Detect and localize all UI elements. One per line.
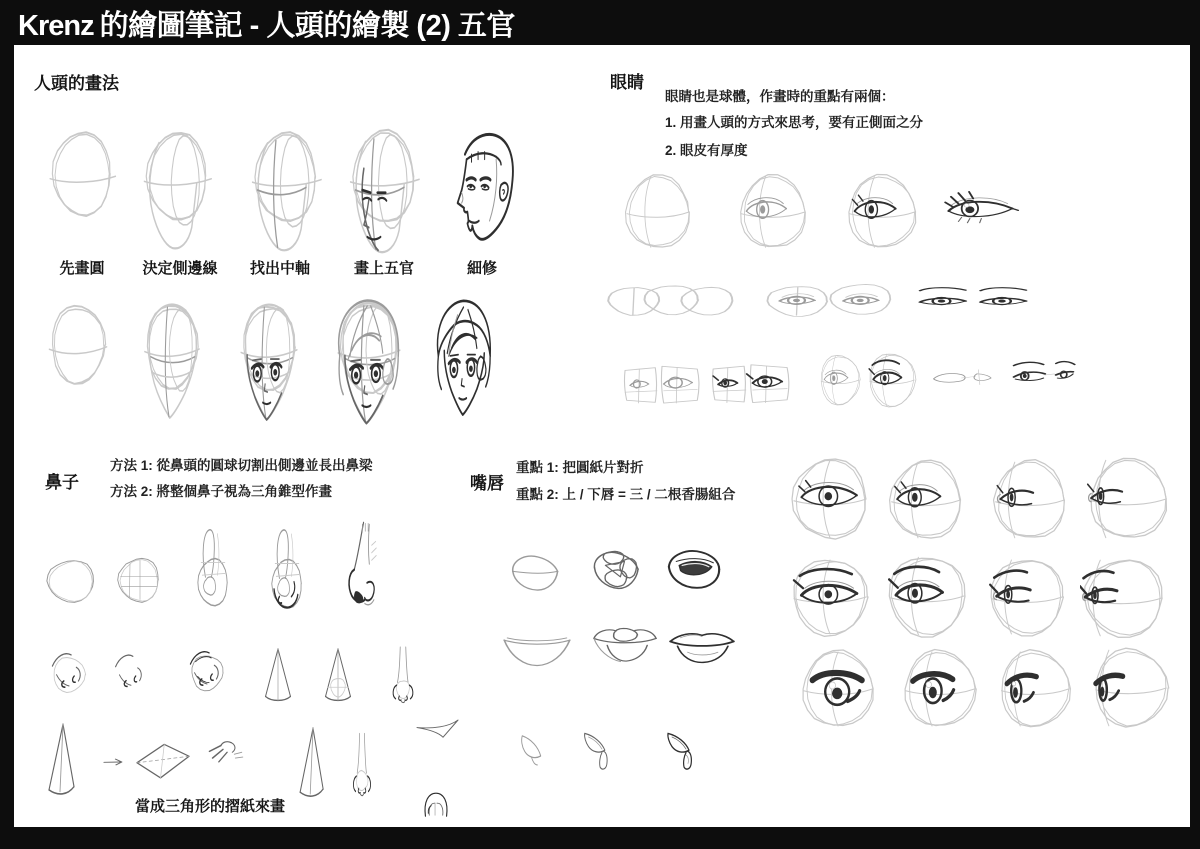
sketch-eyeball-eye-dark [844, 170, 920, 254]
sketch-lips-heart-1 [503, 545, 573, 605]
sketch-lips-bowl-1 [498, 625, 576, 679]
sketch-girl-step-2 [134, 297, 210, 427]
lips-point-2: 重點 2: 上 / 下唇 = 三 / 二根香腸組合 [516, 487, 736, 502]
section-heading-head: 人頭的畫法 [34, 74, 119, 93]
sketch-lips-side-2 [577, 725, 625, 785]
sketch-eye-box-pair-ink [708, 348, 794, 418]
sketch-head-step-4 [342, 123, 426, 257]
step-caption-2: 決定側邊線 [142, 260, 218, 277]
sketch-girl-step-4 [326, 295, 412, 433]
sketch-nose-ball [42, 555, 100, 607]
sketch-eye-front-pair [910, 273, 1036, 325]
nose-method-2: 方法 2: 將整個鼻子視為三角錐型作畫 [110, 484, 333, 499]
nose-method-1: 方法 1: 從鼻頭的圓球切割出側邊並長出鼻梁 [110, 458, 373, 473]
sketch-eye-rotation-r2-c1 [788, 553, 872, 641]
sketch-nose-ball-nostrils [260, 523, 314, 615]
sketch-arrow-right-icon [102, 753, 128, 771]
title-author: Krenz [18, 10, 94, 42]
sketch-eye-profile-ink [1006, 351, 1084, 403]
sketch-lips-bowl-2 [588, 621, 662, 679]
sketch-eye-rotation-r3-c1 [798, 645, 878, 733]
sketch-nose-front [380, 643, 426, 711]
sketch-head-step-2 [136, 125, 218, 253]
sketch-eye-sphere-light [818, 351, 862, 409]
sketch-eyeball-eye-light [736, 170, 810, 254]
sketch-nose-ball-bridge [186, 523, 240, 613]
sketch-lips-heart-2 [585, 541, 653, 605]
sketch-nose-front-sketch [342, 729, 382, 805]
sketch-nose-dart [414, 715, 464, 757]
sketch-head-final [442, 121, 524, 249]
sketch-nose-pyramid-2 [290, 725, 336, 805]
sketch-eye-sphere-ink [866, 349, 918, 411]
sketch-nose-pyramid-1 [38, 721, 88, 803]
sketch-eye-profile-light [928, 357, 998, 399]
step-caption-5: 細修 [466, 260, 498, 277]
eyes-point-2: 2. 眼皮有厚度 [665, 143, 748, 158]
nose-caption: 當成三角形的摺紙來畫 [134, 798, 286, 815]
sketch-eye-final [942, 180, 1024, 242]
sketch-eye-rotation-r1-c3 [990, 455, 1070, 545]
sketch-paper-unfolded [132, 739, 194, 793]
sketch-nose-below-2 [106, 647, 154, 705]
sketch-eye-rotation-r1-c2 [886, 455, 966, 545]
sketch-eye-circle-pair [764, 270, 894, 332]
lips-point-1: 重點 1: 把圓紙片對折 [516, 460, 644, 475]
sketch-lips-heart-3 [660, 539, 734, 605]
step-caption-4: 畫上五官 [353, 260, 415, 277]
sketch-eyeball-guides [622, 170, 694, 254]
step-caption-1: 先畫圓 [59, 260, 105, 277]
sketch-eye-box-pair-light [620, 350, 704, 418]
sketch-head-step-1 [42, 125, 122, 247]
sketch-nose-side-final [338, 517, 396, 611]
sketch-eye-rotation-r1-c4 [1086, 453, 1172, 545]
eyes-intro: 眼睛也是球體，作畫時的重點有兩個： [665, 89, 895, 104]
sketch-eye-rotation-r2-c2 [884, 550, 970, 642]
sketch-nose-below-front [412, 773, 460, 821]
sketch-eye-rotation-r3-c2 [900, 645, 980, 733]
section-heading-lips: 嘴唇 [470, 474, 504, 493]
sketch-eye-rotation-r2-c3 [986, 553, 1068, 641]
page-title [18, 3, 515, 44]
sketch-eye-circles-trio [602, 271, 736, 331]
step-caption-3: 找出中軸 [249, 260, 311, 277]
title-text: 的繪圖筆記 - 人頭的繪製 (2) 五官 [99, 10, 515, 42]
sketch-eye-rotation-r2-c4 [1080, 553, 1168, 643]
sketch-head-step-3 [244, 125, 328, 255]
page-content [14, 45, 1190, 827]
sketch-girl-step-3 [230, 297, 308, 429]
title-bar [0, 0, 1200, 45]
sketch-eye-rotation-r3-c3 [996, 645, 1074, 733]
sketch-fold-strokes [198, 735, 250, 783]
section-heading-nose: 鼻子 [45, 473, 79, 492]
section-heading-eyes: 眼睛 [610, 73, 644, 92]
sketch-girl-step-1 [38, 298, 118, 420]
sketch-lips-bowl-3 [666, 621, 738, 681]
sketch-nose-cone [254, 645, 302, 711]
sketch-lips-side-1 [513, 728, 555, 784]
sketch-nose-ball-grid [114, 553, 164, 607]
sketch-nose-cone-ball [314, 645, 362, 711]
sketch-eye-rotation-r1-c1 [788, 453, 872, 545]
sketch-nose-below-3 [180, 643, 232, 705]
sketch-eye-rotation-r3-c4 [1090, 643, 1172, 733]
sketch-lips-side-3 [660, 725, 710, 785]
eyes-point-1: 1. 用畫人頭的方式來思考，要有正側面之分 [665, 115, 924, 130]
sketch-girl-final [428, 297, 502, 425]
sketch-nose-below-1 [42, 645, 94, 707]
